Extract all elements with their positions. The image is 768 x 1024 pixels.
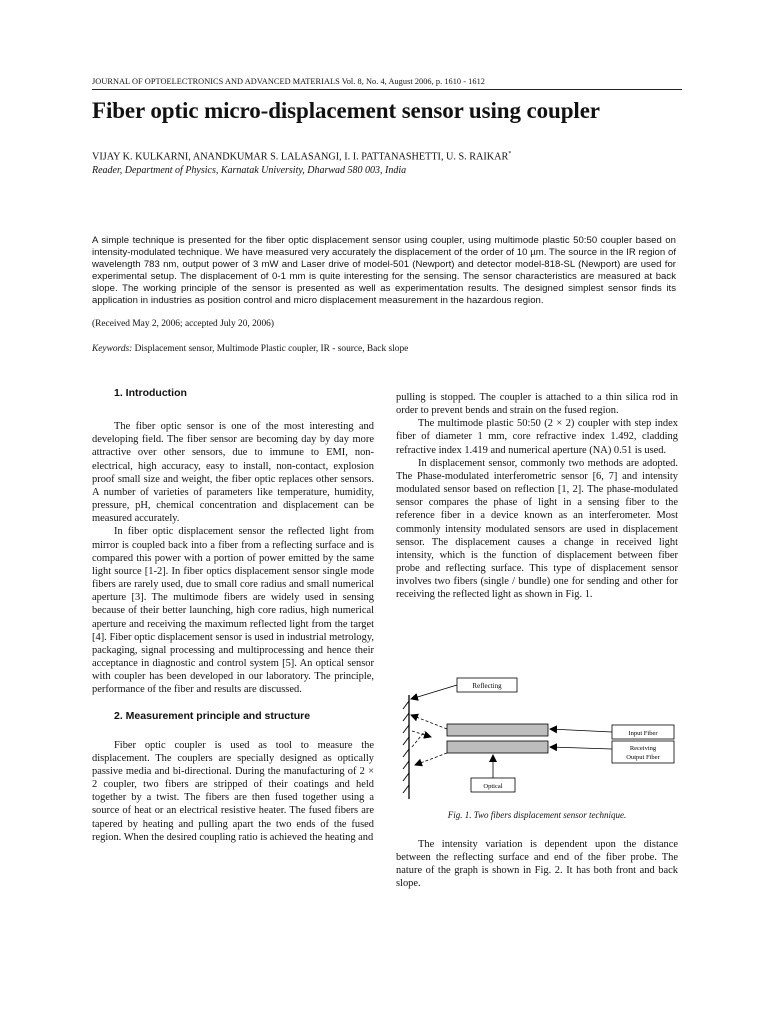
section-heading-measurement: 2. Measurement principle and structure (114, 710, 311, 723)
figure-1-caption: Fig. 1. Two fibers displacement sensor technique. (447, 810, 627, 820)
keywords-list: Displacement sensor, Multimode Plastic coupler, IR - source, Back slope (134, 344, 409, 354)
receiving-fiber-arrow (550, 747, 612, 749)
abstract: A simple technique is presented for the fiber optic displacement sensor using coupler, using multimode plastic 50:50 coupler based on intensity-modulated technique. We have measured very accurately the displacement of the order of 10 µm. The source in the IR region of wavelength 783 nm, output power of 3 mW and Laser drive of model-501 (Newport) and detector model-818-SL (Newport) are used for experimental setup. The displacement of 0-1 mm is quite interesting for the sensing. The sensor characteristics are measured at back slope. The working principle of the sensor is presented as well as experimentation results. The designed simplest sensor finds its application in industries as position control and micro displacement measurement in the hazardous region. (92, 235, 676, 307)
surface-hatching (403, 701, 409, 793)
input-fiber-label: Input Fiber (628, 730, 658, 737)
receiving-label-line1: Receiving (629, 745, 657, 752)
received-dates: (Received May 2, 2006; accepted July 20, 2006) (92, 319, 274, 329)
right-paragraph-continued: pulling is stopped. The coupler is attached to a thin silica rod in order to prevent bends and strain on the fused region. (396, 392, 678, 417)
header-rule (92, 89, 682, 90)
emitted-ray (411, 715, 447, 729)
section-heading-introduction: 1. Introduction (114, 387, 187, 399)
right-column-bottom (396, 838, 678, 891)
intro-paragraph-1: The fiber optic sensor is one of the most interesting and developing field. The fiber sensor are becoming day by day more attractive over other sensors, due to immune to EMI, non-electrical, high accuracy, easy to install, non-contact, explosion proof small size and weight, the fiber optic replaces other sensors. A number of varieties of parameters like temperature, humidity, pressure, pH, chemical concentration and displacement can be measured accurately. (92, 421, 374, 525)
keywords (92, 344, 676, 354)
reflecting-arrow (411, 685, 457, 699)
reflected-ray (412, 731, 431, 737)
authors (92, 151, 692, 162)
optical-label: Optical (483, 783, 503, 790)
output-fiber (447, 741, 548, 753)
reflecting-label: Reflecting (472, 682, 502, 690)
figure-1-diagram (395, 671, 685, 801)
journal-header: JOURNAL OF OPTOELECTRONICS AND ADVANCED MATERIALS Vol. 8, No. 4, August 2006, p. 1610 - 1612 (92, 77, 485, 86)
right-paragraph-coupler-spec: The multimode plastic 50:50 (2 × 2) coupler with step index fiber of diameter 1 mm, core refractive index 1.492, cladding refractive index 1.419 and numerical aperture (NA) 0.51 is used. (396, 418, 678, 456)
input-fiber (447, 724, 548, 736)
intro-paragraph-2: In fiber optic displacement sensor the reflected light from mirror is coupled back into a fiber from a reflecting surface and is compared this power with a portion of power emitted by the same light source [1-2]. In fiber optics displacement sensor single mode fibers are rarely used, due to small core radius and small numerical aperture [3]. The multimode fibers are widely used in sensing because of their better launching, high core radius, high numerical aperture and receiving the maximum reflected light from the target [4]. Fiber optic displacement sensor is used in industrial metrology, packaging, signal processing and multiprocessing and hence their acceptance in diagnostic and control system [5]. An optical sensor with coupler has been developed in our laboratory. The principle, performance of the fiber and results are discussed. (92, 526, 374, 696)
right-paragraph-intensity: The intensity variation is dependent upon the distance between the reflecting surface and end of the fiber probe. The nature of the graph is shown in Fig. 2. It has both front and back slope. (396, 839, 678, 890)
author-list: VIJAY K. KULKARNI, ANANDKUMAR S. LALASANGI, I. I. PATTANASHETTI, U. S. RAIKAR (92, 151, 509, 163)
left-column (92, 387, 374, 844)
right-column (396, 391, 678, 602)
paper-title: Fiber optic micro-displacement sensor using coupler (92, 98, 600, 123)
right-paragraph-methods: In displacement sensor, commonly two methods are adopted. The Phase-modulated interferometric sensor [6, 7] and intensity modulated sensor based on reflection [1, 2]. The phase-modulated sensor compares the phase of light in a sensing fiber to the reference fiber in a device known as an interferometer. Most commonly intensity modulated sensors are used in displacement sensor. The displacement causes a change in received light intensity, which is the function of displacement between fiber probe and reflecting surface. This type of displacement sensor involves two fibers (single / bundle) one for sending and other for receiving the reflected light as shown in Fig. 1. (396, 457, 678, 601)
input-fiber-arrow (550, 729, 612, 732)
fiber-sensor-diagram (395, 671, 685, 801)
affiliation: Reader, Department of Physics, Karnatak University, Dharwad 580 003, India (92, 165, 407, 176)
keywords-label: Keywords: (92, 344, 133, 354)
measurement-paragraph-1: Fiber optic coupler is used as tool to measure the displacement. The couplers are specially designed as optically passive media and bi-directional. During the manufacturing of 2 × 2 coupler, two fibers are stripped of their coatings and held together by a twist. The fibers are then fused together using a source of heat or an electrical resistive heater. The fused fibers are tapered by heating and pulling apart the two ends of the fused region. When the desired coupling ratio is achieved the heating and (92, 739, 374, 843)
receiving-ray (415, 753, 447, 765)
receiving-label-line2: Output Fiber (626, 754, 660, 761)
corresponding-author-mark: * (508, 151, 512, 157)
